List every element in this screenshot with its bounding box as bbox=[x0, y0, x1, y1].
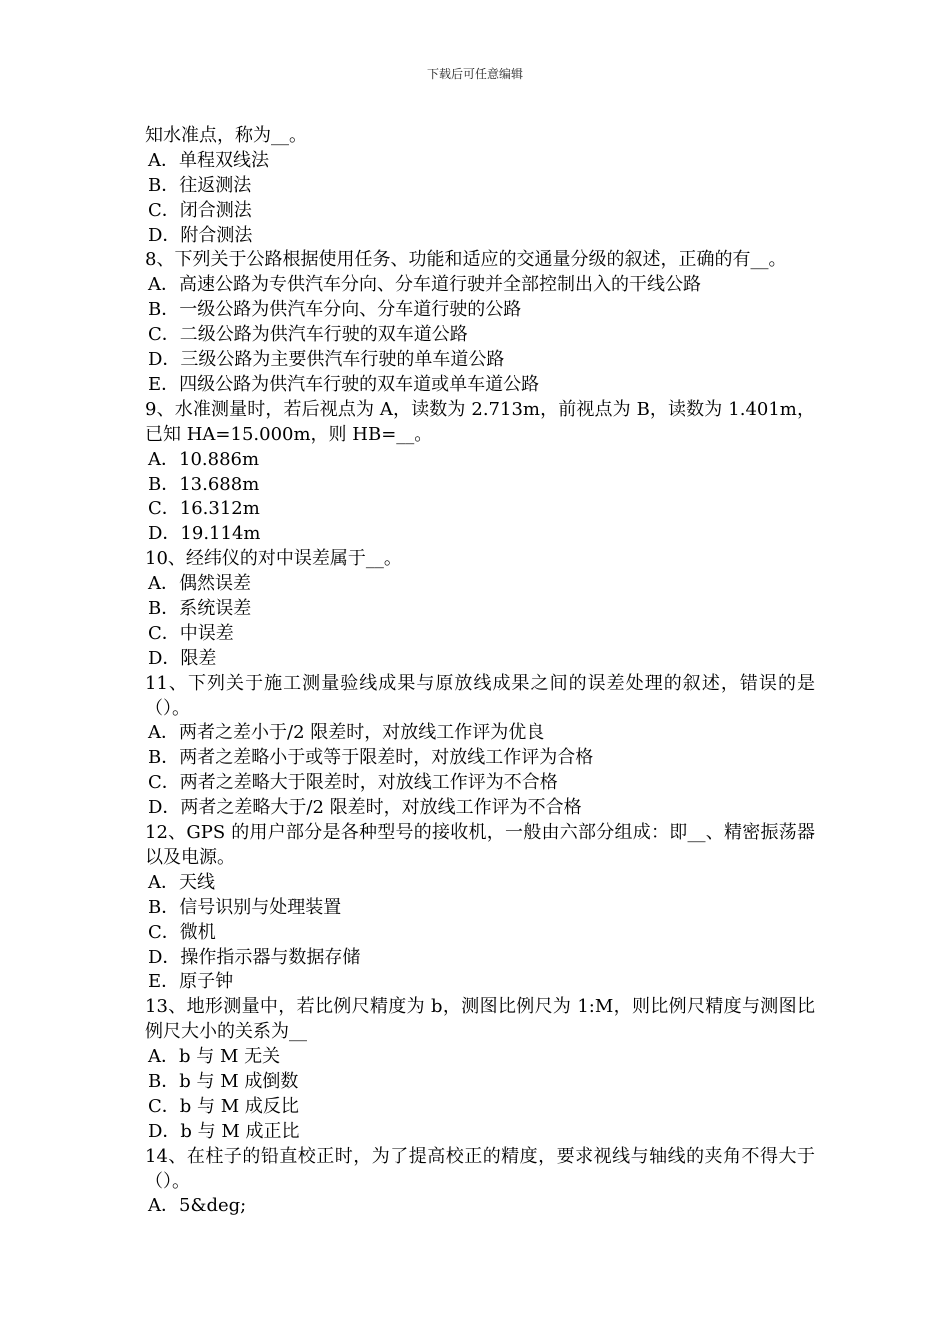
option-item: D．附合测法 bbox=[148, 224, 253, 246]
option-item: A．偶然误差 bbox=[148, 573, 251, 595]
option-item: D．b 与 M 成正比 bbox=[148, 1120, 300, 1142]
option-item: B．一级公路为供汽车分向、分车道行驶的公路 bbox=[148, 299, 522, 321]
option-item: D．操作指示器与数据存储 bbox=[148, 946, 361, 968]
question-11: 11、下列关于施工测量验线成果与原放线成果之间的误差处理的叙述，错误的是（）。 bbox=[145, 672, 815, 719]
option-item: A．两者之差小于/2 限差时，对放线工作评为优良 bbox=[148, 722, 545, 744]
option-item: C．二级公路为供汽车行驶的双车道公路 bbox=[148, 324, 468, 346]
question-9: 9、水准测量时，若后视点为 A，读数为 2.713m，前视点为 B，读数为 1.401m，已知 HA=15.000m，则 HB=__。 bbox=[145, 398, 815, 445]
option-item: E．四级公路为供汽车行驶的双车道或单车道公路 bbox=[148, 373, 540, 395]
option-item: B．13.688m bbox=[148, 473, 260, 495]
option-item: A．高速公路为专供汽车分向、分车道行驶并全部控制出入的干线公路 bbox=[148, 274, 701, 296]
option-item: B．系统误差 bbox=[148, 597, 252, 619]
document-body bbox=[145, 124, 815, 1219]
option-item: A．单程双线法 bbox=[148, 149, 269, 171]
option-item: B．往返测法 bbox=[148, 174, 252, 196]
option-item: B．b 与 M 成倒数 bbox=[148, 1071, 299, 1092]
option-item: D．三级公路为主要供汽车行驶的单车道公路 bbox=[148, 349, 505, 371]
question-10: 10、经纬仪的对中误差属于__。 bbox=[145, 548, 402, 570]
option-item: E．原子钟 bbox=[148, 971, 234, 993]
question-continuation: 知水准点，称为__。 bbox=[145, 125, 307, 146]
option-item: B．信号识别与处理装置 bbox=[148, 896, 342, 918]
option-item: D．限差 bbox=[148, 647, 217, 669]
option-item: A．天线 bbox=[148, 871, 215, 893]
option-item: C．中误差 bbox=[148, 622, 234, 644]
option-item: D．19.114m bbox=[148, 523, 261, 545]
option-item: C．微机 bbox=[148, 921, 216, 943]
option-item: C．闭合测法 bbox=[148, 199, 252, 221]
option-item: C．16.312m bbox=[148, 498, 260, 520]
option-item: A．b 与 M 无关 bbox=[148, 1046, 281, 1068]
question-13: 13、地形测量中，若比例尺精度为 b，测图比例尺为 1:M，则比例尺精度与测图比例尺大小的关系为__ bbox=[145, 996, 815, 1043]
option-item: A．10.886m bbox=[148, 448, 260, 470]
question-14: 14、在柱子的铅直校正时，为了提高校正的精度，要求视线与轴线的夹角不得大于（）。 bbox=[145, 1145, 815, 1192]
option-item: C．b 与 M 成反比 bbox=[148, 1095, 299, 1117]
option-item: C．两者之差略大于限差时，对放线工作评为不合格 bbox=[148, 772, 558, 794]
question-8: 8、下列关于公路根据使用任务、功能和适应的交通量分级的叙述，正确的有__。 bbox=[145, 249, 787, 271]
option-item: A．5&deg; bbox=[148, 1195, 247, 1217]
option-item: B．两者之差略小于或等于限差时，对放线工作评为合格 bbox=[148, 747, 594, 769]
question-12: 12、GPS 的用户部分是各种型号的接收机，一般由六部分组成：即__、精密振荡器以及电源。 bbox=[145, 822, 815, 868]
option-item: D．两者之差略大于/2 限差时，对放线工作评为不合格 bbox=[148, 797, 582, 819]
page-header-note: 下载后可任意编辑 bbox=[426, 67, 523, 81]
